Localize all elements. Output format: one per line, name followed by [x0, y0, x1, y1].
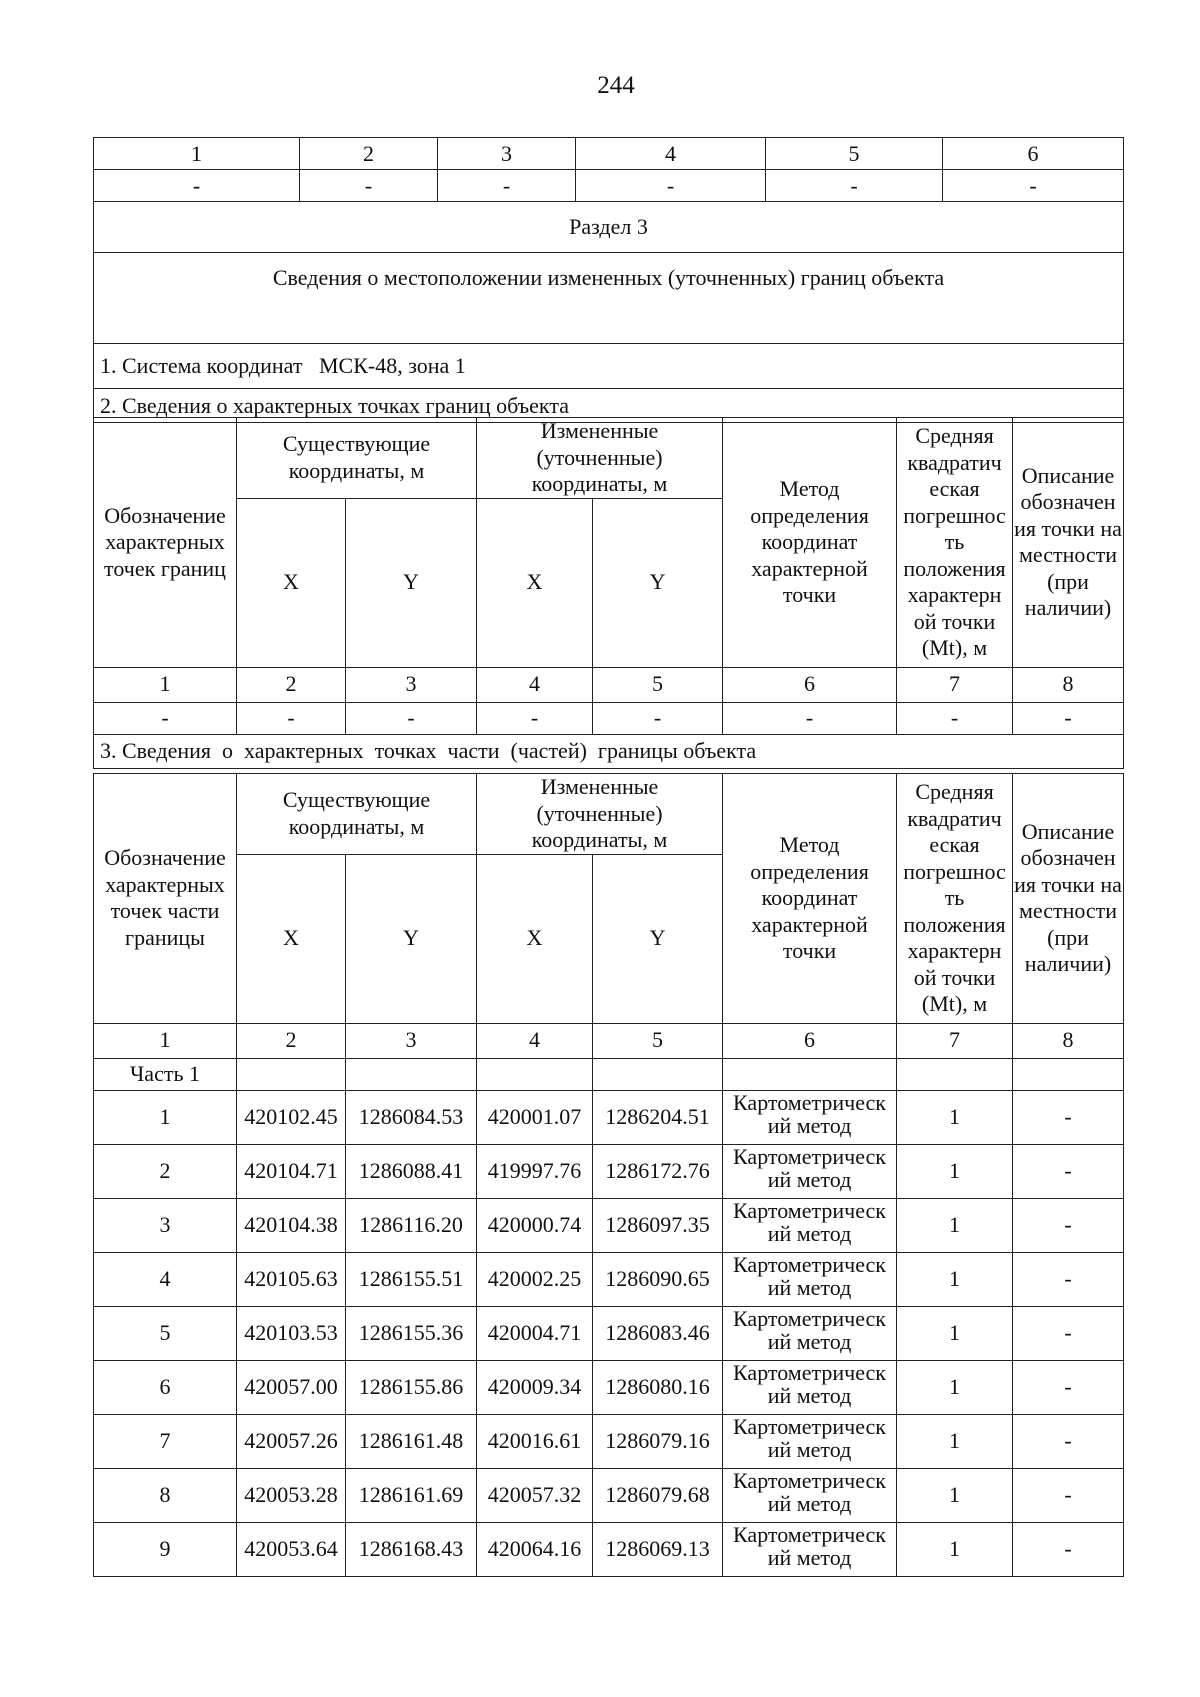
table-row [94, 1198, 1124, 1252]
table2-subtitle: 2. Сведения о характерных точках границ объекта [94, 389, 1124, 423]
header-existing-coords: Существующие координаты, м [237, 418, 477, 499]
col-number: 1 [94, 667, 237, 702]
dash-cell: - [1013, 702, 1124, 734]
existing-x-cell: 420104.38 [237, 1198, 346, 1252]
description-cell: - [1013, 1414, 1124, 1468]
header-y-existing: Y [346, 854, 477, 1023]
col-number: 2 [300, 138, 438, 170]
changed-x-cell: 420057.32 [477, 1468, 593, 1522]
table-row [94, 1090, 1124, 1144]
existing-x-cell: 420057.26 [237, 1414, 346, 1468]
point-number-cell: 9 [94, 1522, 237, 1576]
point-number-cell: 2 [94, 1144, 237, 1198]
method-cell: Картометрическ ий метод [723, 1144, 897, 1198]
dash-cell: - [94, 702, 237, 734]
dash-cell: - [300, 170, 438, 202]
col-number: 6 [723, 1023, 897, 1058]
dash-cell: - [346, 702, 477, 734]
header-designation: Обозначение характерных точек границ [94, 418, 237, 668]
header-mse: Средняя квадратич еская погрешнос ть положения характерн ой точки (Mt), м [897, 418, 1013, 668]
table-row [94, 1360, 1124, 1414]
existing-y-cell: 1286161.69 [346, 1468, 477, 1522]
header-changed-coords: Измененные (уточненные) координаты, м [477, 774, 723, 855]
description-cell: - [1013, 1198, 1124, 1252]
existing-x-cell: 420053.64 [237, 1522, 346, 1576]
col-number: 5 [593, 1023, 723, 1058]
dash-cell: - [593, 702, 723, 734]
changed-x-cell: 420004.71 [477, 1306, 593, 1360]
part-label: Часть 1 [94, 1058, 237, 1090]
col-number: 8 [1013, 667, 1124, 702]
existing-y-cell: 1286116.20 [346, 1198, 477, 1252]
mse-cell: 1 [897, 1144, 1013, 1198]
col-number: 4 [576, 138, 766, 170]
point-number-cell: 1 [94, 1090, 237, 1144]
changed-x-cell: 420009.34 [477, 1360, 593, 1414]
dash-cell: - [723, 702, 897, 734]
col-number: 7 [897, 667, 1013, 702]
col-number: 3 [346, 1023, 477, 1058]
part-boundary-points-table [93, 773, 1124, 1577]
table-row [94, 1414, 1124, 1468]
description-cell: - [1013, 1306, 1124, 1360]
changed-x-cell: 420064.16 [477, 1522, 593, 1576]
existing-y-cell: 1286084.53 [346, 1090, 477, 1144]
col-number: 1 [94, 1023, 237, 1058]
point-number-cell: 3 [94, 1198, 237, 1252]
method-cell: Картометрическ ий метод [723, 1198, 897, 1252]
header-description: Описание обозначен ия точки на местности (при наличии) [1013, 418, 1124, 668]
existing-x-cell: 420053.28 [237, 1468, 346, 1522]
header-method: Метод определения координат характерной точки [723, 418, 897, 668]
col-number: 2 [237, 667, 346, 702]
method-cell: Картометрическ ий метод [723, 1468, 897, 1522]
section-title: Сведения о местоположении измененных (уточненных) границ объекта [94, 253, 1124, 344]
description-cell: - [1013, 1522, 1124, 1576]
existing-y-cell: 1286155.51 [346, 1252, 477, 1306]
changed-y-cell: 1286172.76 [593, 1144, 723, 1198]
existing-x-cell: 420104.71 [237, 1144, 346, 1198]
existing-y-cell: 1286161.48 [346, 1414, 477, 1468]
header-x-changed: X [477, 498, 593, 667]
col-number: 4 [477, 1023, 593, 1058]
dash-cell: - [237, 702, 346, 734]
top-table [93, 137, 1124, 423]
col-number: 3 [438, 138, 576, 170]
col-number: 2 [237, 1023, 346, 1058]
existing-y-cell: 1286155.86 [346, 1360, 477, 1414]
header-existing-coords: Существующие координаты, м [237, 774, 477, 855]
dash-row [94, 170, 1124, 202]
existing-y-cell: 1286155.36 [346, 1306, 477, 1360]
column-number-row [94, 1023, 1124, 1058]
col-number: 8 [1013, 1023, 1124, 1058]
description-cell: - [1013, 1252, 1124, 1306]
existing-x-cell: 420103.53 [237, 1306, 346, 1360]
mse-cell: 1 [897, 1522, 1013, 1576]
col-number: 6 [723, 667, 897, 702]
header-mse: Средняя квадратич еская погрешнос ть положения характерн ой точки (Mt), м [897, 774, 1013, 1024]
point-number-cell: 6 [94, 1360, 237, 1414]
mse-cell: 1 [897, 1360, 1013, 1414]
description-cell: - [1013, 1090, 1124, 1144]
col-number: 3 [346, 667, 477, 702]
header-description: Описание обозначен ия точки на местности (при наличии) [1013, 774, 1124, 1024]
changed-x-cell: 420016.61 [477, 1414, 593, 1468]
header-designation: Обозначение характерных точек части границы [94, 774, 237, 1024]
col-number: 1 [94, 138, 300, 170]
changed-x-cell: 419997.76 [477, 1144, 593, 1198]
mse-cell: 1 [897, 1468, 1013, 1522]
changed-y-cell: 1286090.65 [593, 1252, 723, 1306]
dash-cell: - [94, 170, 300, 202]
description-cell: - [1013, 1360, 1124, 1414]
header-y-changed: Y [593, 854, 723, 1023]
point-number-cell: 5 [94, 1306, 237, 1360]
changed-y-cell: 1286069.13 [593, 1522, 723, 1576]
col-number: 7 [897, 1023, 1013, 1058]
table-row [94, 1306, 1124, 1360]
description-cell: - [1013, 1144, 1124, 1198]
table-row [94, 1252, 1124, 1306]
header-y-changed: Y [593, 498, 723, 667]
changed-x-cell: 420000.74 [477, 1198, 593, 1252]
dash-cell: - [438, 170, 576, 202]
method-cell: Картометрическ ий метод [723, 1252, 897, 1306]
table3-subtitle: 3. Сведения о характерных точках части (частей) границы объекта [94, 734, 1124, 768]
dash-cell: - [477, 702, 593, 734]
mse-cell: 1 [897, 1198, 1013, 1252]
column-number-row [94, 138, 1124, 170]
header-y-existing: Y [346, 498, 477, 667]
mse-cell: 1 [897, 1090, 1013, 1144]
header-x-existing: X [237, 498, 346, 667]
header-x-changed: X [477, 854, 593, 1023]
page-number: 244 [597, 72, 635, 99]
dash-cell: - [897, 702, 1013, 734]
changed-x-cell: 420002.25 [477, 1252, 593, 1306]
dash-cell: - [766, 170, 943, 202]
method-cell: Картометрическ ий метод [723, 1360, 897, 1414]
point-number-cell: 7 [94, 1414, 237, 1468]
table-row [94, 1144, 1124, 1198]
table-row [94, 1522, 1124, 1576]
point-number-cell: 4 [94, 1252, 237, 1306]
existing-x-cell: 420105.63 [237, 1252, 346, 1306]
part-row [94, 1058, 1124, 1090]
existing-x-cell: 420057.00 [237, 1360, 346, 1414]
method-cell: Картометрическ ий метод [723, 1414, 897, 1468]
point-number-cell: 8 [94, 1468, 237, 1522]
dash-row [94, 702, 1124, 734]
col-number: 5 [766, 138, 943, 170]
existing-y-cell: 1286168.43 [346, 1522, 477, 1576]
header-method: Метод определения координат характерной точки [723, 774, 897, 1024]
existing-x-cell: 420102.45 [237, 1090, 346, 1144]
changed-y-cell: 1286079.16 [593, 1414, 723, 1468]
mse-cell: 1 [897, 1414, 1013, 1468]
dash-cell: - [576, 170, 766, 202]
existing-y-cell: 1286088.41 [346, 1144, 477, 1198]
method-cell: Картометрическ ий метод [723, 1522, 897, 1576]
method-cell: Картометрическ ий метод [723, 1090, 897, 1144]
col-number: 6 [943, 138, 1124, 170]
column-number-row [94, 667, 1124, 702]
col-number: 5 [593, 667, 723, 702]
col-number: 4 [477, 667, 593, 702]
changed-y-cell: 1286083.46 [593, 1306, 723, 1360]
header-x-existing: X [237, 854, 346, 1023]
dash-cell: - [943, 170, 1124, 202]
changed-y-cell: 1286080.16 [593, 1360, 723, 1414]
description-cell: - [1013, 1468, 1124, 1522]
header-changed-coords: Измененные (уточненные) координаты, м [477, 418, 723, 499]
mse-cell: 1 [897, 1306, 1013, 1360]
changed-y-cell: 1286204.51 [593, 1090, 723, 1144]
boundary-points-table [93, 417, 1124, 769]
coordinate-system: 1. Система координат МСК-48, зона 1 [94, 344, 1124, 389]
method-cell: Картометрическ ий метод [723, 1306, 897, 1360]
changed-y-cell: 1286097.35 [593, 1198, 723, 1252]
table-row [94, 1468, 1124, 1522]
changed-x-cell: 420001.07 [477, 1090, 593, 1144]
changed-y-cell: 1286079.68 [593, 1468, 723, 1522]
section-label: Раздел 3 [94, 202, 1124, 253]
mse-cell: 1 [897, 1252, 1013, 1306]
